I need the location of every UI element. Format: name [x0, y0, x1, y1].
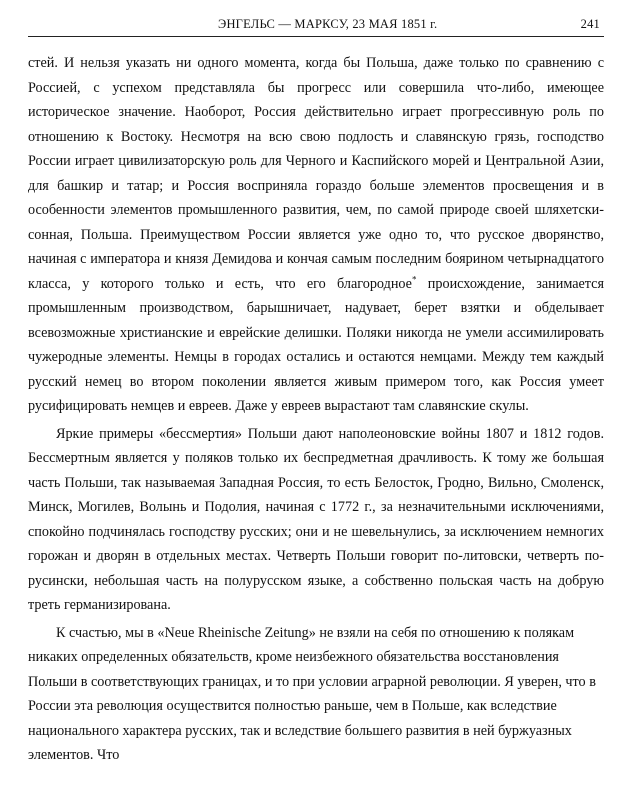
paragraph-2: Яркие примеры «бессмертия» Польши дают наполеоновские войны 1807 и 1812 годов. Бессмертным является у поляков только их беспредметная драчливость. К тому же большая часть Польши, так называемая Западная Россия, то есть Белосток, Гродно, Вильно, Смоленск, Минск, Могилев, Волынь и Подолия, начиная с 1772 г., за незначительными исключениями, спокойно подчинялась господству русских; они и не шевельнулись, за исключением немногих горожан и дворян в отдельных местах. Четверть Польши говорит по-литовски, четверть по-русински, небольшая часть на полурусском языке, а собственно польская часть на добрую треть германизирована.	[28, 425, 604, 613]
document-page	[28, 14, 604, 771]
running-title: ЭНГЕЛЬС — МАРКСУ, 23 МАЯ 1851 г.	[218, 17, 438, 31]
paragraph-1	[28, 51, 604, 419]
paragraph-1-text-a: стей. И нельзя указать ни одного момента, когда бы Польша, даже только по сравнению с Россией, с успехом представляла бы прогресс или совершила что-либо, имеющее историческое значение. Наоборот, Россия действительно играет прогрессивную роль по отношению к Востоку. Несмотря на всю свою подлость и славянскую грязь, господство России играет цивилизаторскую роль для Черного и Каспийского морей и Центральной Азии, для башкир и татар; и Россия восприняла гораздо больше элементов просвещения и в особенности элементов промышленного развития, чем, по самой природе своей шляхетски-сонная, Польша. Преимуществом России является уже одно то, что русское дворянство, начиная с императора и князя Демидова и кончая самым последним боярином четырнадцатого класса, у которого только и есть, что его благородное	[28, 55, 604, 292]
footnote-mark: *	[411, 273, 417, 284]
running-header	[28, 14, 604, 37]
paragraph-3: К счастью, мы в «Neue Rheinische Zeitung» не взяли на себя по отношению к полякам никаких определенных обязательств, кроме неизбежного обязательства восстановления Польши в соответствующих границах, и то при условии аграрной революции. Я уверен, что в России эта революция осуществится полностью раньше, чем в Польше, как вследствие национального характера русских, так и вследствие большего развития в ней буржуазных элементов. Что	[28, 624, 596, 763]
paragraph-1-text-b: происхождение, занимается промышленным производством, барышничает, надувает, берет взятки и обделывает всевозможные христианские и еврейские делишки. Поляки никогда не умели ассимилировать чужеродные элементы. Немцы в городах остались и остаются немцами. Между тем каждый русский немец во втором поколении является живым примером того, как Россия умеет русифицировать немцев и евреев. Даже у евреев вырастают там славянские скулы.	[28, 275, 604, 414]
body-text	[28, 51, 604, 768]
page-number: 241	[580, 17, 600, 31]
